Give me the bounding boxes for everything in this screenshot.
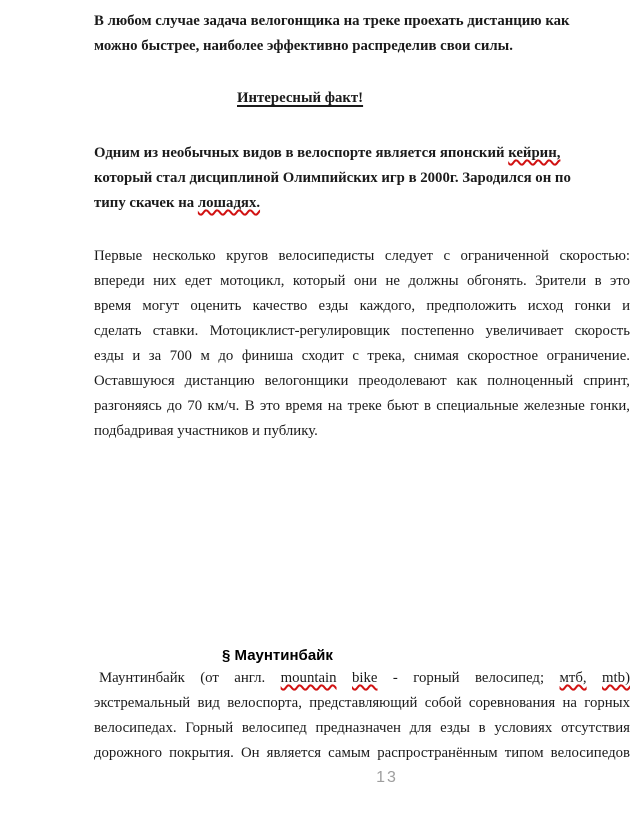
text-line: Первые несколько кругов велосипедисты следует с ограниченной скоростью: [94,248,630,264]
mountain-bike-paragraph [94,666,630,766]
text-segment: типу скачек на [94,195,198,211]
text-line [94,716,630,741]
text-line: время могут оценить качество езды каждого, предположить исход гонки и [94,298,630,314]
misspelled-word: лошадях. [197,195,261,211]
text-segment: Одним из необычных видов в велоспорте является японский [94,145,509,161]
page-number: 13 [376,769,398,786]
fact-heading-text: Интересный факт! [237,90,364,106]
intro-paragraph [94,9,630,59]
text-line: сделать ставки. Мотоциклист-регулировщик постепенно увеличивает скорость [94,323,630,339]
text-segment [587,670,602,686]
keirin-paragraph [94,141,630,216]
text-line [94,741,630,766]
text-line [94,691,630,716]
text-segment [337,670,352,686]
text-line: Оставшуюся дистанцию велогонщики преодолевают как полноценный спринт, [94,373,630,389]
misspelled-word: mountain [280,670,337,686]
text-line [94,141,630,166]
misspelled-word: mtb) [602,670,630,686]
text-segment: Маунтинбайк (от англ. [99,670,281,686]
misspelled-word: кейрин, [508,145,561,161]
section-heading-mountain-bike: § Маунтинбайк [222,647,333,664]
text-segment: экстремальный вид велоспорта, представляющий собой соревнования на горных [94,695,630,711]
text-line: подбадривая участников и публику. [94,423,318,439]
fact-heading [94,86,630,111]
misspelled-word: bike [352,670,378,686]
text-line: можно быстрее, наиболее эффективно распределив свои силы. [94,38,513,54]
text-line [94,666,630,691]
text-line: разгоняясь до 70 км/ч. В это время на треке бьют в специальные железные гонки, [94,398,630,414]
text-line [94,166,630,191]
text-line: впереди них едет мотоцикл, который они не должны обгонять. Зрители в это [94,273,630,289]
text-segment: дорожного покрытия. Он является самым распространённым типом велосипедов [94,745,630,761]
text-line: В любом случае задача велогонщика на треке проехать дистанцию как [94,13,570,29]
text-line [94,191,630,216]
track-race-paragraph [94,244,630,444]
text-line: езды и за 700 м до финиша сходит с трека, снимая скоростное ограничение. [94,348,630,364]
text-segment: который стал дисциплиной Олимпийских игр в 2000г. Зародился он по [94,170,571,186]
text-segment: - горный велосипед; [377,670,560,686]
text-segment: велосипедах. Горный велосипед предназначен для езды в условиях отсутствия [94,720,630,736]
misspelled-word: мтб, [559,670,587,686]
